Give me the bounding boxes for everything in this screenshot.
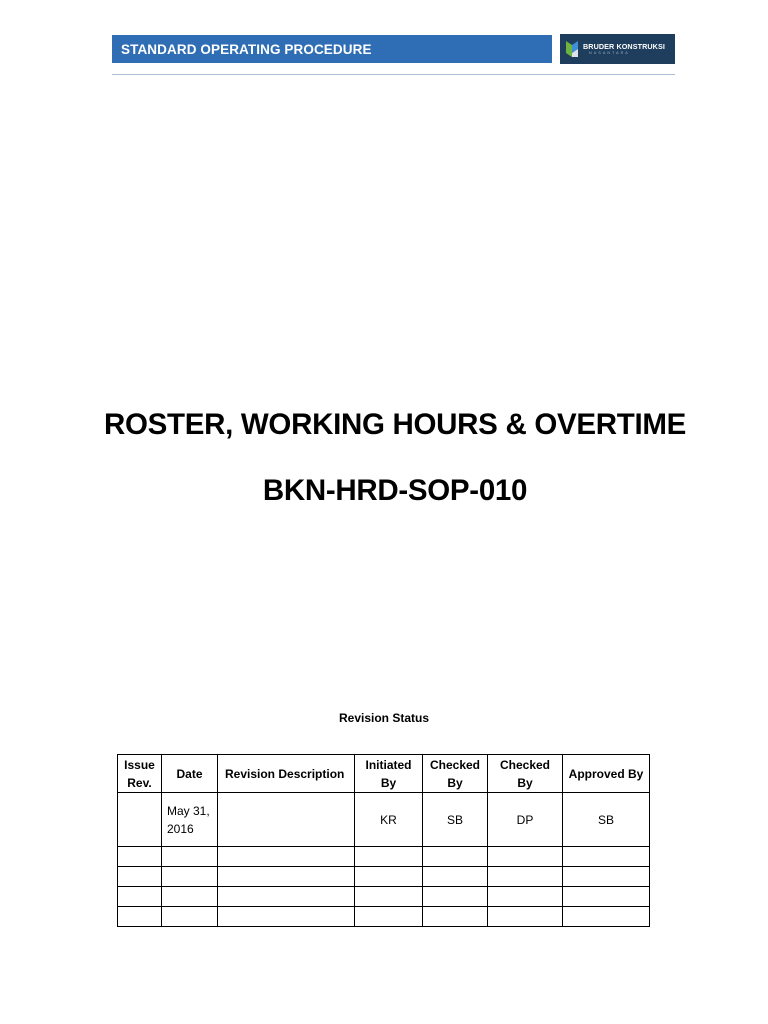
table-cell [355, 847, 423, 867]
logo-subtitle: NUSANTARA [589, 50, 630, 55]
table-cell [563, 867, 650, 887]
table-cell [423, 847, 488, 867]
column-header: Checked By [488, 755, 563, 793]
table-cell [355, 887, 423, 907]
header-title: STANDARD OPERATING PROCEDURE [121, 41, 372, 57]
table-row [118, 847, 650, 867]
bruder-logo-mark-icon [564, 39, 580, 59]
table-cell [488, 887, 563, 907]
table-row [118, 907, 650, 927]
column-header: Revision Description [218, 755, 355, 793]
table-cell [218, 887, 355, 907]
table-cell [162, 867, 218, 887]
table-row [118, 867, 650, 887]
table-cell: KR [355, 793, 423, 847]
table-cell: May 31, 2016 [162, 793, 218, 847]
table-cell [118, 847, 162, 867]
column-header: Initiated By [355, 755, 423, 793]
table-cell [218, 907, 355, 927]
table-cell: SB [563, 793, 650, 847]
table-cell [563, 907, 650, 927]
table-cell [118, 907, 162, 927]
column-header: Date [162, 755, 218, 793]
table-cell [118, 793, 162, 847]
table-cell [423, 887, 488, 907]
table-cell [423, 867, 488, 887]
column-header: Checked By [423, 755, 488, 793]
table-cell: SB [423, 793, 488, 847]
table-cell [118, 867, 162, 887]
logo-name: BRUDER KONSTRUKSI [583, 41, 665, 51]
table-cell [488, 907, 563, 927]
table-cell [488, 847, 563, 867]
table-cell [218, 867, 355, 887]
header-banner [112, 35, 552, 63]
table-cell [218, 847, 355, 867]
table-cell [162, 887, 218, 907]
table-cell [355, 907, 423, 927]
table-row [118, 793, 650, 847]
table-row [118, 887, 650, 907]
document-title: ROSTER, WORKING HOURS & OVERTIME [103, 408, 687, 441]
table-cell [563, 847, 650, 867]
revision-header-row [118, 755, 650, 793]
table-cell [218, 793, 355, 847]
table-cell [162, 847, 218, 867]
company-logo [560, 34, 675, 64]
table-cell [423, 907, 488, 927]
table-cell [488, 867, 563, 887]
revision-table [117, 754, 650, 927]
table-cell: DP [488, 793, 563, 847]
header-divider [112, 74, 675, 75]
table-cell [355, 867, 423, 887]
column-header: Approved By [563, 755, 650, 793]
document-code: BKN-HRD-SOP-010 [262, 474, 528, 507]
table-cell [118, 887, 162, 907]
table-cell [563, 887, 650, 907]
revision-status-caption: Revision Status [338, 711, 430, 725]
column-header: Issue Rev. [118, 755, 162, 793]
table-cell [162, 907, 218, 927]
